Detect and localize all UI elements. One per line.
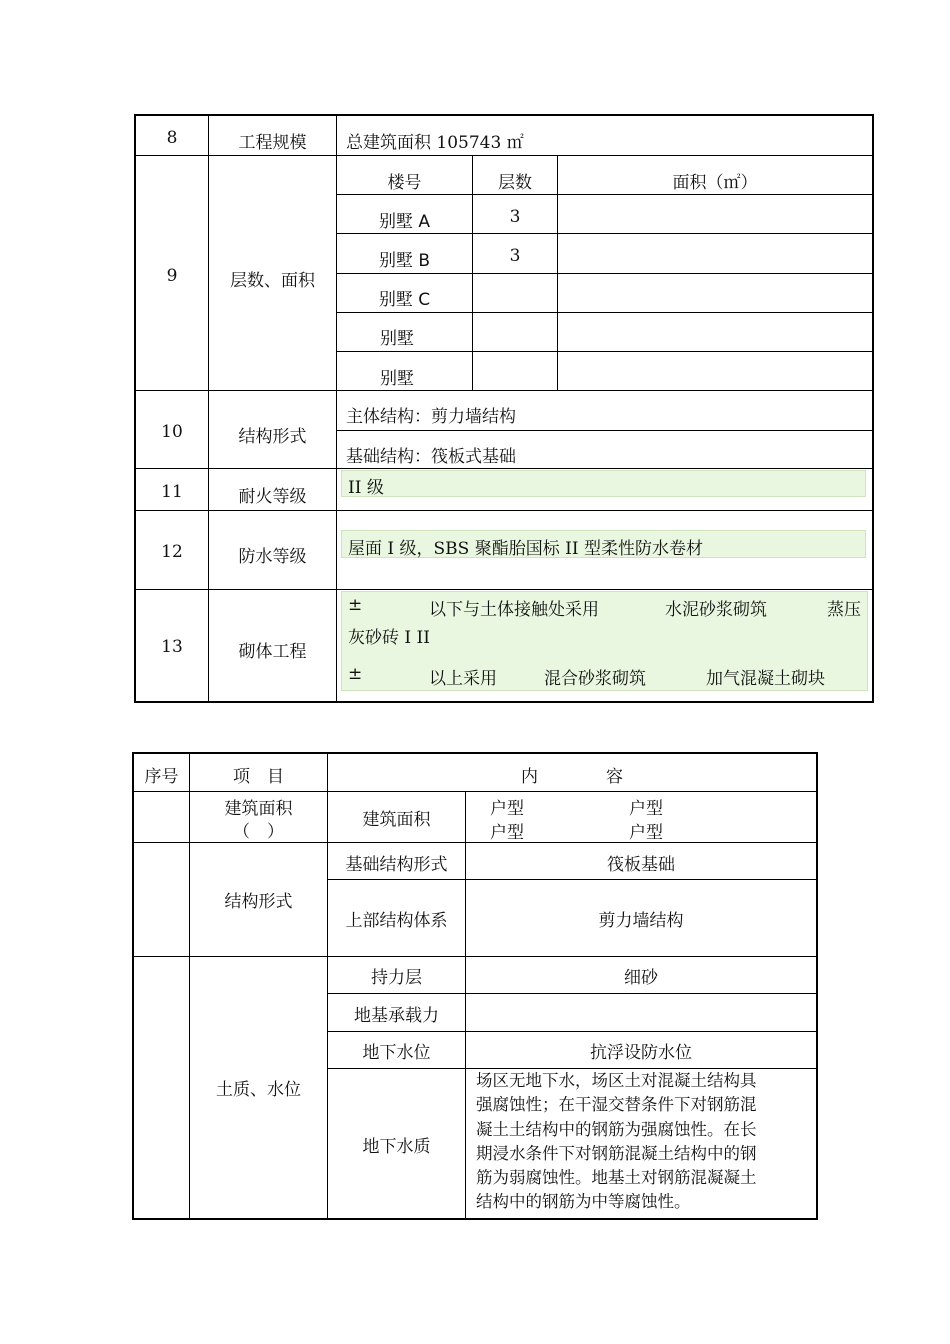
sub-item-label: 建筑面积 [362, 810, 431, 830]
masonry-content [341, 591, 868, 691]
row-number: 10 [161, 422, 183, 442]
item-label: 结构形式 [238, 427, 307, 447]
fire-rating-value: II 级 [348, 478, 384, 498]
column-header: 层数 [498, 173, 532, 193]
column-header-content: 内 容 [521, 767, 623, 787]
sub-item-value: 细砂 [624, 968, 658, 988]
item-label: 层数、面积 [230, 271, 315, 291]
masonry-text: 灰砂砖 I II [348, 628, 430, 648]
building-name: 别墅 [380, 369, 414, 389]
sub-item-value: 筏板基础 [607, 855, 675, 875]
item-label: 耐火等级 [238, 487, 307, 507]
masonry-symbol: ± [348, 595, 363, 615]
column-header: 面积（㎡） [672, 173, 758, 193]
masonry-text: 以上采用 [429, 669, 497, 689]
building-name: 别墅 B [378, 251, 431, 271]
item-label: 防水等级 [238, 547, 307, 567]
sub-item-label: 上部结构体系 [345, 911, 448, 931]
row-number: 12 [161, 542, 183, 562]
column-header: 楼号 [387, 173, 422, 193]
unit-type-label: 户型 [490, 799, 524, 819]
text-line: 筋为弱腐蚀性。地基土对钢筋混凝凝土 [476, 1168, 757, 1188]
sub-item-label: 地基承载力 [354, 1006, 439, 1026]
masonry-text: 蒸压 [827, 600, 861, 620]
column-header-item: 项 目 [233, 767, 284, 787]
unit-type-label: 户型 [490, 823, 524, 843]
unit-type-label: 户型 [629, 823, 663, 843]
floor-count: 3 [509, 207, 521, 227]
sub-item-label: 基础结构形式 [345, 855, 448, 875]
main-structure-text: 主体结构：剪力墙结构 [346, 407, 516, 427]
building-name: 别墅 C [378, 290, 431, 310]
sub-item-value: 剪力墙结构 [598, 911, 684, 931]
item-content: 总建筑面积 105743 ㎡ [346, 133, 524, 153]
item-label: 砌体工程 [238, 642, 307, 662]
text-line: 强腐蚀性；在干湿交替条件下对钢筋混 [476, 1095, 757, 1115]
sub-item-label: 地下水质 [362, 1137, 431, 1157]
item-label: 结构形式 [224, 892, 293, 912]
masonry-text: 以下与土体接触处采用 [429, 600, 599, 620]
unit-type-label: 户型 [629, 799, 663, 819]
building-name: 别墅 A [378, 212, 431, 232]
text-line: 凝土土结构中的钢筋为强腐蚀性。在长 [476, 1119, 757, 1139]
masonry-text: 水泥砂浆砌筑 [665, 600, 767, 620]
row-number: 13 [161, 637, 183, 657]
floor-count: 3 [509, 246, 521, 266]
row-number: 9 [166, 266, 178, 286]
item-label: 工程规模 [238, 133, 307, 153]
item-unit: （ ） [233, 822, 284, 842]
sub-item-label: 地下水位 [362, 1043, 431, 1063]
fire-rating-field [341, 470, 866, 497]
column-header-number: 序号 [144, 767, 179, 787]
groundwater-quality-text [476, 1069, 812, 1215]
masonry-text: 加气混凝土砌块 [706, 669, 825, 689]
building-name: 别墅 [380, 329, 414, 349]
text-line: 期浸水条件下对钢筋混凝土结构中的钢 [476, 1143, 757, 1163]
waterproof-rating-field [341, 530, 866, 558]
waterproof-rating-value: 屋面 I 级，SBS 聚酯胎国标 II 型柔性防水卷材 [348, 539, 703, 559]
masonry-text: 混合砂浆砌筑 [544, 669, 646, 689]
text-line: 结构中的钢筋为中等腐蚀性。 [476, 1192, 691, 1212]
foundation-structure-text: 基础结构：筏板式基础 [346, 447, 516, 467]
sub-item-label: 持力层 [371, 968, 422, 988]
row-number: 8 [166, 128, 178, 148]
sub-item-value: 抗浮设防水位 [590, 1043, 692, 1063]
row-number: 11 [161, 482, 183, 502]
item-label: 土质、水位 [216, 1080, 301, 1100]
masonry-symbol: ± [348, 664, 363, 684]
text-line: 场区无地下水，场区土对混凝土结构具 [476, 1071, 757, 1090]
item-label: 建筑面积 [224, 799, 293, 819]
